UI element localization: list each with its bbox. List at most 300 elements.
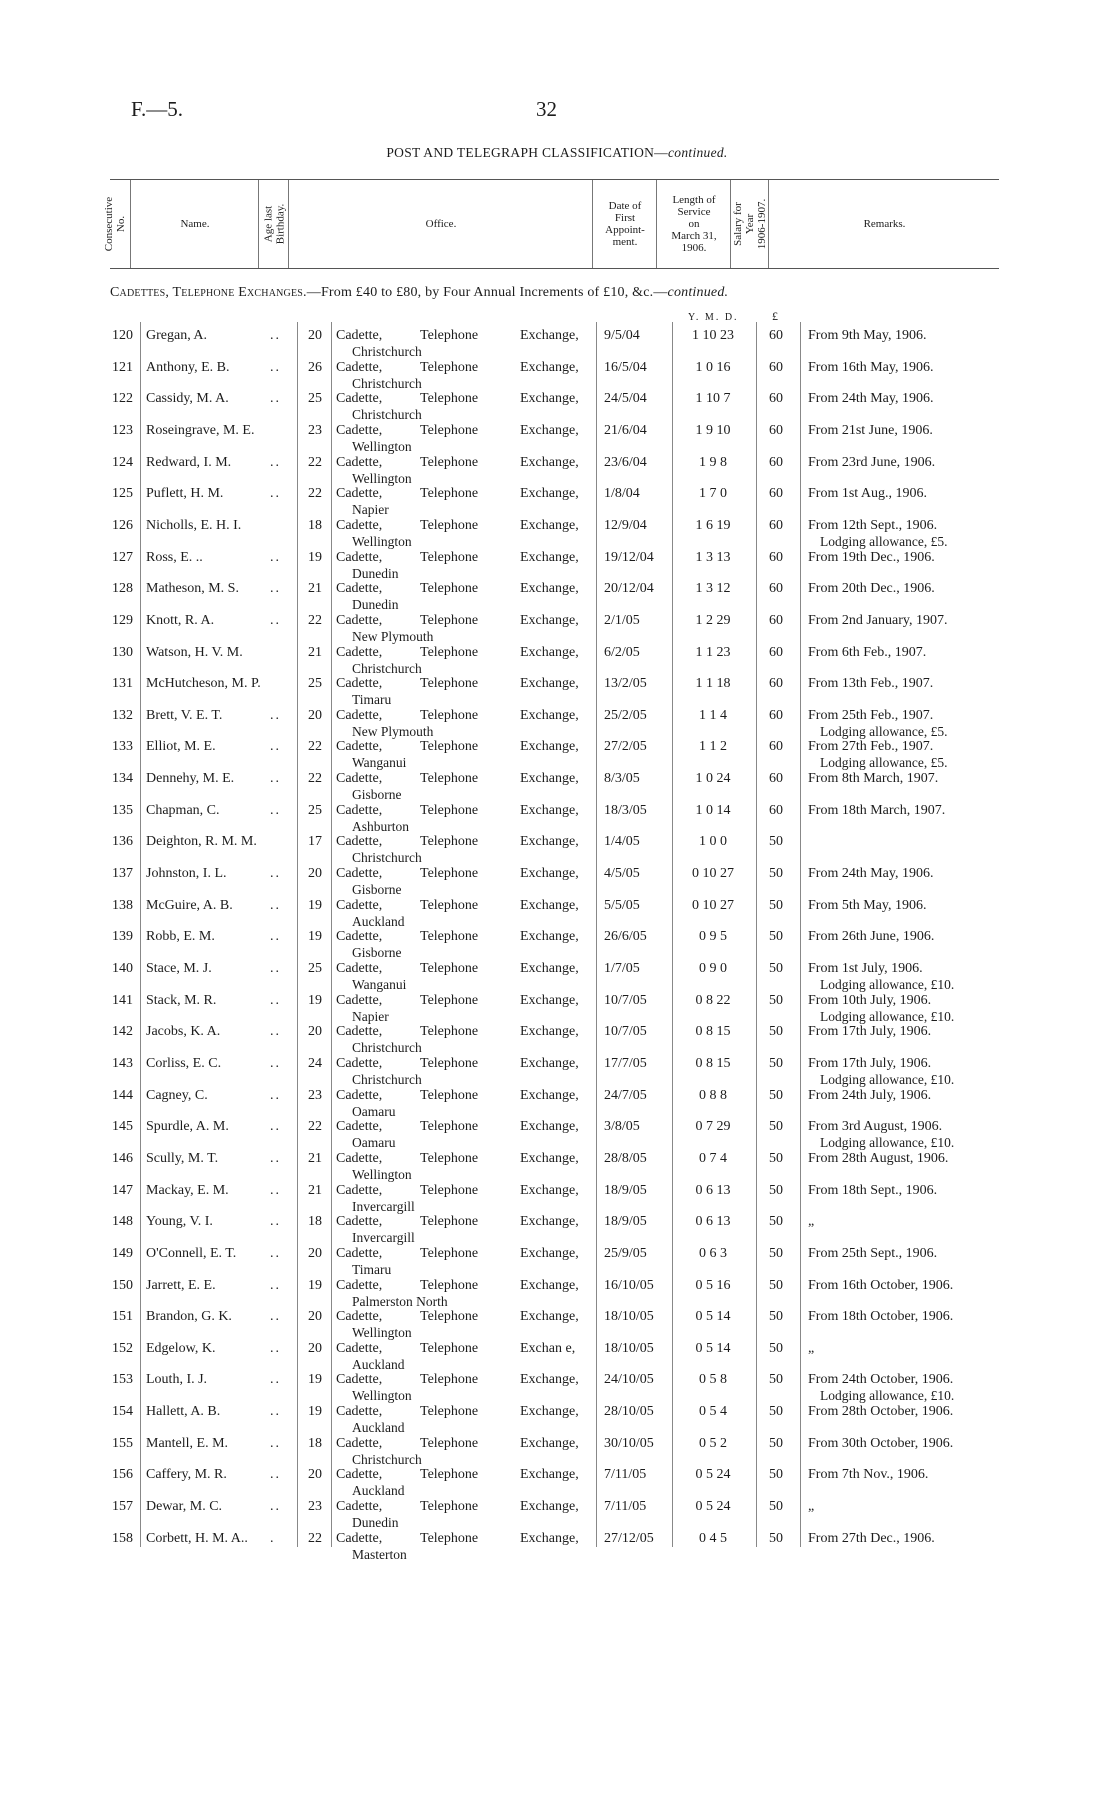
cell-name: Redward, I. M. bbox=[146, 454, 232, 470]
cell-salary: 50 bbox=[769, 1435, 783, 1451]
table-row bbox=[0, 1309, 1114, 1340]
cell-salary: 50 bbox=[769, 1404, 783, 1420]
cell-salary: 60 bbox=[769, 739, 783, 755]
cell-remarks: From 25th Feb., 1907. bbox=[808, 707, 934, 723]
cell-name: McGuire, A. B. bbox=[146, 897, 233, 913]
cell-name: Jarrett, E. E. bbox=[146, 1277, 216, 1293]
cell-office-b: Telephone bbox=[420, 771, 479, 787]
cell-office-a: Cadette, bbox=[336, 1467, 383, 1483]
cell-length: 1 10 7 bbox=[695, 391, 731, 407]
cell-salary: 60 bbox=[769, 359, 783, 375]
cell-date: 18/3/05 bbox=[604, 802, 647, 818]
cell-age: 21 bbox=[308, 1150, 322, 1166]
cell-salary: 60 bbox=[769, 676, 783, 692]
cell-no: 144 bbox=[112, 1087, 133, 1103]
cell-name: Cagney, C. bbox=[146, 1087, 208, 1103]
cell-dots: .. bbox=[270, 1435, 281, 1451]
cell-name: Deighton, R. M. M. bbox=[146, 834, 257, 850]
table-row bbox=[0, 1024, 1114, 1055]
cell-length: 0 10 27 bbox=[692, 897, 734, 913]
cell-office-a: Cadette, bbox=[336, 866, 383, 882]
cell-office-place: Christchurch bbox=[352, 1451, 422, 1467]
cell-age: 20 bbox=[308, 1340, 322, 1356]
cell-salary: 50 bbox=[769, 897, 783, 913]
cell-salary: 60 bbox=[769, 771, 783, 787]
cell-no: 132 bbox=[112, 707, 133, 723]
page-title-italic: continued. bbox=[668, 145, 728, 160]
cell-remarks: From 30th October, 1906. bbox=[808, 1435, 954, 1451]
cell-office-b: Telephone bbox=[420, 1024, 479, 1040]
cell-length: 1 3 13 bbox=[695, 549, 731, 565]
cell-no: 125 bbox=[112, 486, 133, 502]
cell-length: 0 5 2 bbox=[699, 1435, 727, 1451]
cell-office-c: Exchange, bbox=[520, 866, 579, 882]
cell-age: 19 bbox=[308, 929, 322, 945]
cell-length: 1 3 12 bbox=[695, 581, 731, 597]
cell-no: 137 bbox=[112, 866, 133, 882]
cell-office-b: Telephone bbox=[420, 422, 479, 438]
cell-office-c: Exchange, bbox=[520, 1277, 579, 1293]
cell-office-b: Telephone bbox=[420, 1435, 479, 1451]
cell-length: 0 6 3 bbox=[699, 1245, 727, 1261]
cell-length: 0 5 4 bbox=[699, 1404, 727, 1420]
column-header-remarks: Remarks. bbox=[768, 180, 1000, 268]
cell-no: 134 bbox=[112, 771, 133, 787]
cell-office-b: Telephone bbox=[420, 644, 479, 660]
cell-date: 24/5/04 bbox=[604, 391, 647, 407]
cell-office-c: Exchange, bbox=[520, 707, 579, 723]
cell-age: 22 bbox=[308, 454, 322, 470]
cell-office-b: Telephone bbox=[420, 517, 479, 533]
cell-age: 19 bbox=[308, 1372, 322, 1388]
cell-office-place: Wellington bbox=[352, 1388, 412, 1404]
column-header-office: Office. bbox=[288, 180, 593, 268]
cell-office-c: Exchange, bbox=[520, 961, 579, 976]
cell-name: Brett, V. E. T. bbox=[146, 707, 223, 723]
cell-office-a: Cadette, bbox=[336, 1340, 383, 1356]
cell-date: 9/5/04 bbox=[604, 328, 640, 343]
cell-office-b: Telephone bbox=[420, 1467, 479, 1483]
cell-office-a: Cadette, bbox=[336, 802, 383, 818]
cell-dots: .. bbox=[270, 1182, 281, 1198]
cell-office-a: Cadette, bbox=[336, 422, 383, 438]
table-row bbox=[0, 676, 1114, 707]
cell-remarks: From 1st Aug., 1906. bbox=[808, 486, 928, 502]
cell-salary: 60 bbox=[769, 644, 783, 660]
table-row bbox=[0, 1499, 1114, 1530]
cell-office-b: Telephone bbox=[420, 359, 479, 375]
cell-length: 1 1 4 bbox=[699, 707, 727, 723]
cell-dots: .. bbox=[270, 1150, 281, 1166]
cell-date: 8/3/05 bbox=[604, 771, 640, 787]
cell-date: 16/10/05 bbox=[604, 1277, 654, 1293]
cell-remarks: From 3rd August, 1906. bbox=[808, 1119, 943, 1135]
cell-name: Louth, I. J. bbox=[146, 1372, 208, 1388]
cell-length: 1 2 29 bbox=[695, 612, 731, 628]
cell-office-place: Dunedin bbox=[352, 1515, 399, 1531]
cell-name: Hallett, A. B. bbox=[146, 1404, 221, 1420]
cell-length: 0 7 4 bbox=[699, 1150, 727, 1166]
cell-age: 21 bbox=[308, 1182, 322, 1198]
table-row bbox=[0, 328, 1114, 359]
cell-remarks: From 19th Dec., 1906. bbox=[808, 549, 935, 565]
cell-office-a: Cadette, bbox=[336, 739, 383, 755]
cell-office-place: Wellington bbox=[352, 1166, 412, 1182]
cell-age: 19 bbox=[308, 1404, 322, 1420]
cell-office-a: Cadette, bbox=[336, 771, 383, 787]
cell-no: 158 bbox=[112, 1530, 133, 1546]
cell-office-place: Auckland bbox=[352, 1483, 405, 1499]
cell-office-b: Telephone bbox=[420, 454, 479, 470]
cell-office-b: Telephone bbox=[420, 581, 479, 597]
cell-office-c: Exchange, bbox=[520, 612, 579, 628]
cell-no: 121 bbox=[112, 359, 133, 375]
cell-office-c: Exchange, bbox=[520, 359, 579, 375]
cell-dots: .. bbox=[270, 929, 281, 945]
cell-age: 20 bbox=[308, 866, 322, 882]
cell-office-place: Napier bbox=[352, 502, 389, 518]
cell-no: 128 bbox=[112, 581, 133, 597]
cell-office-c: Exchange, bbox=[520, 422, 579, 438]
cell-office-a: Cadette, bbox=[336, 992, 383, 1008]
cell-age: 19 bbox=[308, 1277, 322, 1293]
cell-dots: .. bbox=[270, 1087, 281, 1103]
cell-name: Anthony, E. B. bbox=[146, 359, 230, 375]
cell-office-place: Wellington bbox=[352, 533, 412, 549]
cell-office-b: Telephone bbox=[420, 1182, 479, 1198]
cell-age: 23 bbox=[308, 422, 322, 438]
cell-age: 22 bbox=[308, 739, 322, 755]
cell-office-b: Telephone bbox=[420, 739, 479, 755]
cell-office-b: Telephone bbox=[420, 992, 479, 1008]
table-row bbox=[0, 613, 1114, 644]
cell-office-a: Cadette, bbox=[336, 486, 383, 502]
cell-office-c: Exchange, bbox=[520, 486, 579, 502]
cell-age: 20 bbox=[308, 1024, 322, 1040]
cell-office-place: Christchurch bbox=[352, 375, 422, 391]
cell-office-place: Oamaru bbox=[352, 1135, 396, 1151]
cell-date: 17/7/05 bbox=[604, 1055, 647, 1071]
cell-office-a: Cadette, bbox=[336, 1404, 383, 1420]
cell-office-a: Cadette, bbox=[336, 328, 383, 343]
cell-salary: 50 bbox=[769, 1150, 783, 1166]
column-header-age-text: Age last Birthday. bbox=[262, 203, 286, 245]
cell-remarks: From 17th July, 1906. bbox=[808, 1024, 932, 1040]
cell-salary: 60 bbox=[769, 581, 783, 597]
cell-office-a: Cadette, bbox=[336, 549, 383, 565]
cell-office-b: Telephone bbox=[420, 1499, 479, 1515]
salary-unit: £ bbox=[772, 309, 780, 323]
cell-office-place: Oamaru bbox=[352, 1103, 396, 1119]
cell-salary: 50 bbox=[769, 834, 783, 850]
cell-no: 139 bbox=[112, 929, 133, 945]
cell-office-b: Telephone bbox=[420, 1214, 479, 1230]
cell-age: 20 bbox=[308, 1467, 322, 1483]
cell-salary: 50 bbox=[769, 1182, 783, 1198]
cell-no: 147 bbox=[112, 1182, 133, 1198]
cell-remarks: From 13th Feb., 1907. bbox=[808, 676, 934, 692]
cell-date: 28/10/05 bbox=[604, 1404, 654, 1420]
cell-office-place: Masterton bbox=[352, 1546, 407, 1562]
cell-office-a: Cadette, bbox=[336, 1499, 383, 1515]
cell-office-c: Exchange, bbox=[520, 739, 579, 755]
cell-office-c: Exchange, bbox=[520, 1404, 579, 1420]
cell-age: 22 bbox=[308, 612, 322, 628]
table-row bbox=[0, 771, 1114, 802]
table-row bbox=[0, 834, 1114, 865]
cell-date: 30/10/05 bbox=[604, 1435, 654, 1451]
cell-no: 126 bbox=[112, 517, 133, 533]
cell-date: 24/7/05 bbox=[604, 1087, 647, 1103]
cell-no: 122 bbox=[112, 391, 133, 407]
cell-no: 124 bbox=[112, 454, 133, 470]
cell-name: Mackay, E. M. bbox=[146, 1182, 229, 1198]
cell-office-b: Telephone bbox=[420, 1087, 479, 1103]
cell-name: Dennehy, M. E. bbox=[146, 771, 235, 787]
cell-office-a: Cadette, bbox=[336, 612, 383, 628]
section-italic: continued. bbox=[667, 285, 729, 300]
table-row bbox=[0, 1214, 1114, 1245]
cell-salary: 60 bbox=[769, 422, 783, 438]
cell-office-place: New Plymouth bbox=[352, 723, 434, 739]
cell-salary: 50 bbox=[769, 1372, 783, 1388]
cell-length: 0 5 24 bbox=[695, 1499, 731, 1515]
cell-office-place: Christchurch bbox=[352, 407, 422, 423]
cell-no: 136 bbox=[112, 834, 133, 850]
cell-no: 130 bbox=[112, 644, 133, 660]
cell-salary: 60 bbox=[769, 486, 783, 502]
cell-dots: .. bbox=[270, 866, 281, 882]
cell-name: Corliss, E. C. bbox=[146, 1055, 222, 1071]
table-row bbox=[0, 993, 1114, 1024]
cell-salary: 60 bbox=[769, 517, 783, 533]
cell-date: 25/2/05 bbox=[604, 707, 647, 723]
cell-no: 131 bbox=[112, 676, 133, 692]
cell-office-c: Exchange, bbox=[520, 1182, 579, 1198]
cell-office-a: Cadette, bbox=[336, 1245, 383, 1261]
cell-age: 22 bbox=[308, 486, 322, 502]
cell-office-c: Exchange, bbox=[520, 454, 579, 470]
cell-age: 20 bbox=[308, 1245, 322, 1261]
cell-office-a: Cadette, bbox=[336, 961, 383, 976]
cell-name: Corbett, H. M. A.. bbox=[146, 1530, 248, 1546]
table-row bbox=[0, 455, 1114, 486]
cell-length: 0 5 24 bbox=[695, 1467, 731, 1483]
cell-dots: .. bbox=[270, 1055, 281, 1071]
table-row bbox=[0, 645, 1114, 676]
cell-length: 0 8 15 bbox=[695, 1055, 731, 1071]
cell-dots: .. bbox=[270, 549, 281, 565]
cell-salary: 50 bbox=[769, 1245, 783, 1261]
cell-age: 22 bbox=[308, 1530, 322, 1546]
cell-office-b: Telephone bbox=[420, 1119, 479, 1135]
column-header-length: Length of Service on March 31, 1906. bbox=[656, 180, 731, 268]
cell-office-place: Dunedin bbox=[352, 565, 399, 581]
cell-age: 25 bbox=[308, 391, 322, 407]
cell-remarks: From 27th Dec., 1906. bbox=[808, 1530, 935, 1546]
table-row bbox=[0, 708, 1114, 739]
cell-salary: 50 bbox=[769, 1055, 783, 1071]
cell-office-c: Exchange, bbox=[520, 802, 579, 818]
cell-no: 146 bbox=[112, 1150, 133, 1166]
table-row bbox=[0, 929, 1114, 960]
cell-no: 123 bbox=[112, 422, 133, 438]
cell-office-b: Telephone bbox=[420, 612, 479, 628]
cell-name: Johnston, I. L. bbox=[146, 866, 227, 882]
cell-dots: .. bbox=[270, 328, 281, 343]
cell-office-place: Christchurch bbox=[352, 660, 422, 676]
cell-no: 145 bbox=[112, 1119, 133, 1135]
cell-remarks2: Lodging allowance, £5. bbox=[820, 723, 948, 739]
cell-remarks: From 24th July, 1906. bbox=[808, 1087, 932, 1103]
table-row bbox=[0, 803, 1114, 834]
cell-length: 1 9 8 bbox=[699, 454, 727, 470]
cell-office-place: Wellington bbox=[352, 1325, 412, 1341]
cell-office-c: Exchange, bbox=[520, 1055, 579, 1071]
cell-no: 140 bbox=[112, 961, 133, 976]
cell-office-c: Exchange, bbox=[520, 1499, 579, 1515]
cell-dots: .. bbox=[270, 612, 281, 628]
cell-office-c: Exchange, bbox=[520, 992, 579, 1008]
cell-salary: 50 bbox=[769, 1214, 783, 1230]
cell-remarks: From 8th March, 1907. bbox=[808, 771, 939, 787]
cell-age: 22 bbox=[308, 771, 322, 787]
cell-length: 1 1 18 bbox=[695, 676, 731, 692]
cell-office-a: Cadette, bbox=[336, 1024, 383, 1040]
cell-remarks: From 18th October, 1906. bbox=[808, 1309, 954, 1325]
cell-no: 138 bbox=[112, 897, 133, 913]
cell-office-place: Gisborne bbox=[352, 945, 402, 961]
cell-date: 25/9/05 bbox=[604, 1245, 647, 1261]
cell-length: 0 6 13 bbox=[695, 1182, 731, 1198]
cell-age: 20 bbox=[308, 1309, 322, 1325]
table-row bbox=[0, 550, 1114, 581]
cell-date: 18/9/05 bbox=[604, 1214, 647, 1230]
cell-office-b: Telephone bbox=[420, 676, 479, 692]
cell-office-place: Christchurch bbox=[352, 1040, 422, 1056]
cell-date: 27/12/05 bbox=[604, 1530, 654, 1546]
cell-name: Robb, E. M. bbox=[146, 929, 215, 945]
cell-office-place: Dunedin bbox=[352, 597, 399, 613]
cell-length: 0 9 5 bbox=[699, 929, 727, 945]
cell-office-b: Telephone bbox=[420, 328, 479, 343]
cell-length: 0 4 5 bbox=[699, 1530, 727, 1546]
cell-remarks: From 28th August, 1906. bbox=[808, 1150, 949, 1166]
cell-date: 16/5/04 bbox=[604, 359, 647, 375]
cell-age: 25 bbox=[308, 961, 322, 976]
cell-salary: 50 bbox=[769, 1087, 783, 1103]
cell-office-b: Telephone bbox=[420, 707, 479, 723]
table-row bbox=[0, 739, 1114, 770]
cell-length: 0 8 22 bbox=[695, 992, 731, 1008]
cell-remarks: From 26th June, 1906. bbox=[808, 929, 935, 945]
table-row bbox=[0, 360, 1114, 391]
cell-salary: 50 bbox=[769, 1024, 783, 1040]
cell-date: 13/2/05 bbox=[604, 676, 647, 692]
cell-date: 1/8/04 bbox=[604, 486, 640, 502]
cell-dots: . bbox=[270, 1530, 276, 1546]
cell-salary: 50 bbox=[769, 1530, 783, 1546]
cell-office-c: Exchan e, bbox=[520, 1340, 576, 1356]
table-row bbox=[0, 486, 1114, 517]
cell-office-place: Ashburton bbox=[352, 818, 409, 834]
cell-office-a: Cadette, bbox=[336, 676, 383, 692]
cell-no: 151 bbox=[112, 1309, 133, 1325]
cell-dots: .. bbox=[270, 1499, 281, 1515]
cell-remarks: From 28th October, 1906. bbox=[808, 1404, 954, 1420]
cell-office-c: Exchange, bbox=[520, 1530, 579, 1546]
cell-length: 0 9 0 bbox=[699, 961, 727, 976]
cell-remarks: From 25th Sept., 1906. bbox=[808, 1245, 938, 1261]
cell-office-place: Christchurch bbox=[352, 1071, 422, 1087]
cell-remarks: „ bbox=[808, 1499, 815, 1515]
cell-office-place: Auckland bbox=[352, 913, 405, 929]
table-row bbox=[0, 866, 1114, 897]
cell-office-b: Telephone bbox=[420, 802, 479, 818]
cell-dots: .. bbox=[270, 739, 281, 755]
cell-office-a: Cadette, bbox=[336, 1309, 383, 1325]
cell-name: Elliot, M. E. bbox=[146, 739, 216, 755]
table-row bbox=[0, 423, 1114, 454]
cell-office-c: Exchange, bbox=[520, 517, 579, 533]
cell-salary: 50 bbox=[769, 1277, 783, 1293]
cell-dots: .. bbox=[270, 802, 281, 818]
cell-salary: 50 bbox=[769, 961, 783, 976]
cell-salary: 50 bbox=[769, 1340, 783, 1356]
cell-date: 24/10/05 bbox=[604, 1372, 654, 1388]
cell-office-b: Telephone bbox=[420, 1404, 479, 1420]
cell-remarks: From 27th Feb., 1907. bbox=[808, 739, 934, 755]
cell-office-a: Cadette, bbox=[336, 1119, 383, 1135]
cell-salary: 50 bbox=[769, 1309, 783, 1325]
cell-office-a: Cadette, bbox=[336, 1150, 383, 1166]
document-reference: F.—5. bbox=[131, 97, 183, 121]
cell-date: 18/10/05 bbox=[604, 1309, 654, 1325]
cell-date: 4/5/05 bbox=[604, 866, 640, 882]
cell-office-a: Cadette, bbox=[336, 834, 383, 850]
cell-office-a: Cadette, bbox=[336, 391, 383, 407]
cell-date: 10/7/05 bbox=[604, 992, 647, 1008]
cell-age: 18 bbox=[308, 1435, 322, 1451]
cell-remarks2: Lodging allowance, £10. bbox=[820, 977, 955, 992]
cell-dots: .. bbox=[270, 1277, 281, 1293]
cell-remarks: From 18th Sept., 1906. bbox=[808, 1182, 938, 1198]
cell-office-c: Exchange, bbox=[520, 929, 579, 945]
cell-dots: .. bbox=[270, 359, 281, 375]
cell-name: Matheson, M. S. bbox=[146, 581, 239, 597]
cell-no: 129 bbox=[112, 612, 133, 628]
cell-length: 1 0 16 bbox=[695, 359, 731, 375]
cell-salary: 50 bbox=[769, 1467, 783, 1483]
table-row bbox=[0, 1436, 1114, 1467]
cell-remarks: From 24th May, 1906. bbox=[808, 391, 934, 407]
cell-office-place: Gisborne bbox=[352, 882, 402, 898]
cell-office-b: Telephone bbox=[420, 897, 479, 913]
cell-date: 21/6/04 bbox=[604, 422, 647, 438]
table-row bbox=[0, 391, 1114, 422]
cell-office-c: Exchange, bbox=[520, 1309, 579, 1325]
cell-date: 1/7/05 bbox=[604, 961, 640, 976]
cell-office-c: Exchange, bbox=[520, 1024, 579, 1040]
cell-dots: .. bbox=[270, 1404, 281, 1420]
cell-office-place: Wanganui bbox=[352, 977, 407, 992]
cell-office-a: Cadette, bbox=[336, 1530, 383, 1546]
column-header-date: Date of First Appoint- ment. bbox=[592, 180, 657, 268]
cell-office-a: Cadette, bbox=[336, 1435, 383, 1451]
cell-remarks: From 24th May, 1906. bbox=[808, 866, 934, 882]
page-title-main: POST AND TELEGRAPH CLASSIFICATION— bbox=[386, 145, 668, 160]
cell-no: 133 bbox=[112, 739, 133, 755]
